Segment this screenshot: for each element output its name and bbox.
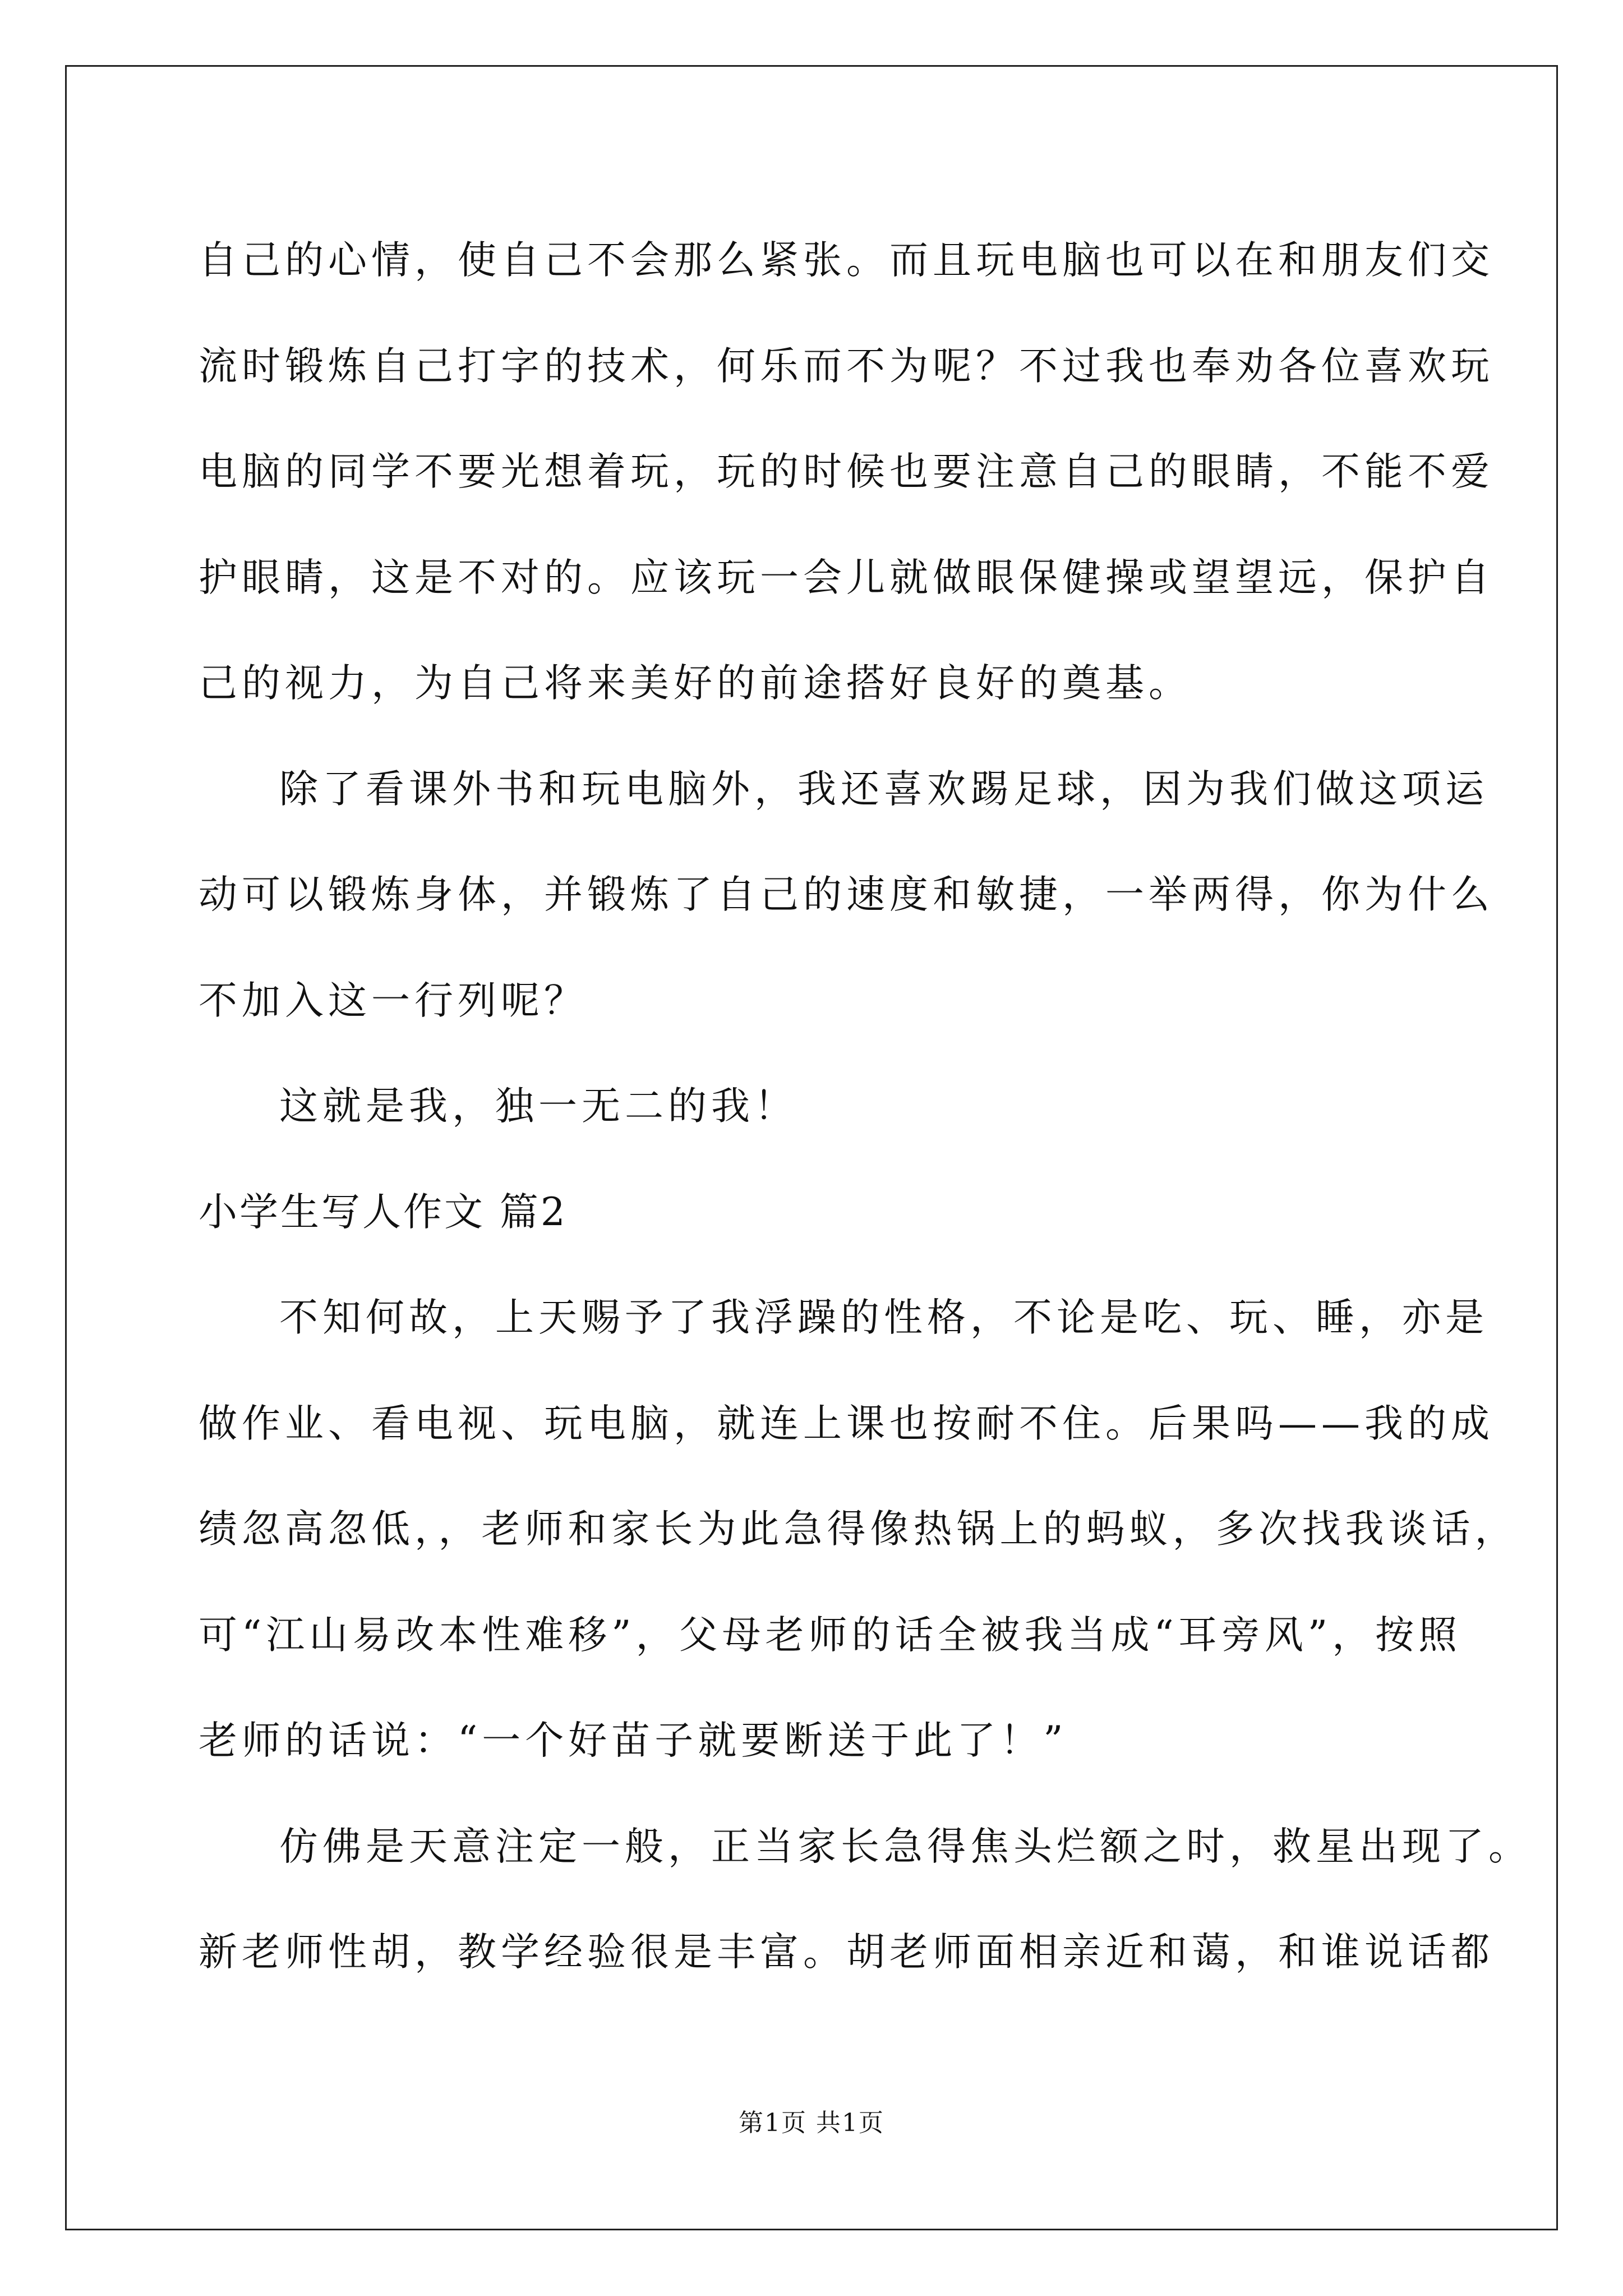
text-line: 老师的话说：“一个好苗子就要断送于此了！” bbox=[199, 1718, 1068, 1763]
text-line: 流时锻炼自己打字的技术，何乐而不为呢？不过我也奉劝各位喜欢玩 bbox=[199, 343, 1494, 389]
text-line: 做作业、看电视、玩电脑，就连上课也按耐不住。后果吗——我的成 bbox=[199, 1401, 1494, 1446]
text-line: 不加入这一行列呢？ bbox=[199, 978, 587, 1023]
text-line: 不知何故，上天赐予了我浮躁的性格，不论是吃、玩、睡，亦是 bbox=[279, 1295, 1488, 1340]
text-line: 除了看课外书和玩电脑外，我还喜欢踢足球，因为我们做这项运 bbox=[279, 766, 1488, 812]
text-line: 动可以锻炼身体，并锻炼了自己的速度和敏捷，一举两得，你为什么 bbox=[199, 872, 1494, 917]
text-line: 自己的心情，使自己不会那么紧张。而且玩电脑也可以在和朋友们交 bbox=[199, 238, 1494, 283]
document-body bbox=[199, 208, 1532, 2005]
text-line: 可“江山易改本性难移”，父母老师的话全被我当成“耳旁风”，按照 bbox=[199, 1612, 1462, 1658]
text-line: 这就是我，独一无二的我！ bbox=[279, 1084, 797, 1129]
text-line: 护眼睛，这是不对的。应该玩一会儿就做眼保健操或望望远，保护自 bbox=[199, 555, 1494, 600]
page-footer: 第1页 共1页 bbox=[739, 2109, 884, 2137]
text-line: 仿佛是天意注定一般，正当家长急得焦头烂额之时，救星出现了。 bbox=[279, 1824, 1532, 1869]
section-heading: 小学生写人作文 篇2 bbox=[199, 1189, 568, 1235]
text-line: 绩忽高忽低，，老师和家长为此急得像热锅上的蚂蚁，多次找我谈话， bbox=[199, 1507, 1518, 1552]
text-line: 新老师性胡，教学经验很是丰富。胡老师面相亲近和蔼，和谁说话都 bbox=[199, 1930, 1494, 1975]
text-line: 己的视力，为自己将来美好的前途搭好良好的奠基。 bbox=[199, 661, 1192, 706]
text-line: 电脑的同学不要光想着玩，玩的时候也要注意自己的眼睛，不能不爱 bbox=[199, 449, 1494, 494]
